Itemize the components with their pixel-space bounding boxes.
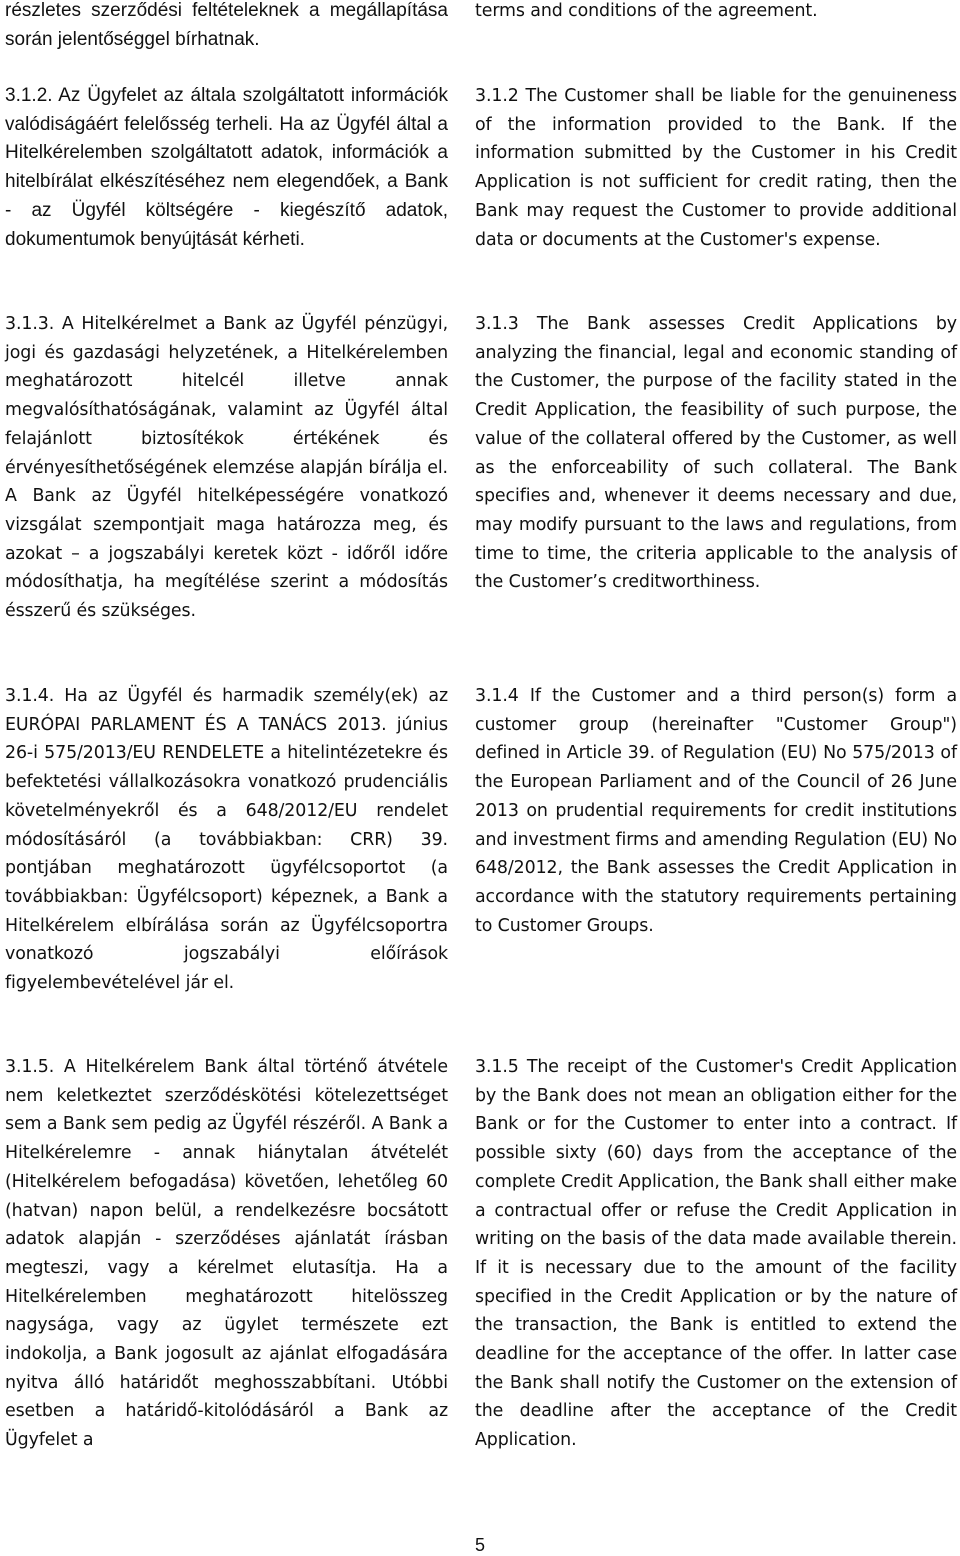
english-paragraph [475, 82, 957, 254]
paragraph-text: részletes szerződési feltételeknek a megállapítása során jelentőséggel bírhatnak. [5, 0, 448, 50]
paragraph-text: 3.1.2 The Customer shall be liable for the genuineness of the information provided to the Bank. If the information submitted by the Customer in his Credit Application is not sufficient for credit rating, then the Bank may request the Customer to provide additional data or documents at the Customer's expense. [475, 86, 957, 250]
hungarian-paragraph [5, 82, 448, 254]
hungarian-paragraph [5, 1053, 448, 1455]
english-paragraph [475, 682, 957, 940]
english-paragraph [475, 0, 957, 26]
english-paragraph [475, 310, 957, 597]
paragraph-text: 3.1.3. A Hitelkérelmet a Bank az Ügyfél pénzügyi, jogi és gazdasági helyzetének, a Hitelkérelemben meghatározott hitelcél illetve annak megvalósíthatóságának, valamint az Ügyfél által felajánlott biztosítékok értékének és érvényesíthetőségének elemzése alapján bírálja el. A Bank az Ügyfél hitelképességére vonatkozó vizsgálat szempontjait maga határozza meg, és azokat – a jogszabályi keretek közt - időről időre módosíthatja, ha megítélése szerint a módosítás ésszerű és szükséges. [5, 314, 448, 622]
paragraph-text: 3.1.3 The Bank assesses Credit Applications by analyzing the financial, legal and economic standing of the Customer, the purpose of the facility stated in the Credit Application, the feasibility of such purpose, the value of the collateral offered by the Customer, as well as the enforceability of such collateral. The Bank specifies and, whenever it deems necessary and due, may modify pursuant to the laws and regulations, from time to time, the criteria applicable to the analysis of the Customer’s creditworthiness. [475, 314, 957, 593]
paragraph-text: 3.1.5. A Hitelkérelem Bank által történő átvétele nem keletkeztet szerződéskötési kötelezettséget sem a Bank sem pedig az Ügyfél részéről. A Bank a Hitelkérelemre - annak hiánytalan átvételét (Hitelkérelem befogadása) követően, lehetőleg 60 (hatvan) napon belül, a rendelkezésre bocsátott adatok alapján - szerződéses ajánlatát írásban megteszi, vagy a kérelmet elutasítja. Ha a Hitelkérelemben meghatározott hitelösszeg nagysága, vagy az ügylet természete ezt indokolja, a Bank jogosult az ajánlat elfogadására nyitva álló határidőt meghosszabbítani. Utóbbi esetben a határidő-kitolódásáról a Bank az Ügyfelet a [5, 1057, 449, 1451]
english-paragraph [475, 1053, 957, 1455]
hungarian-paragraph [5, 310, 448, 626]
paragraph-text: 3.1.5 The receipt of the Customer's Credit Application by the Bank does not mean an obligation either for the Bank or for the Customer to enter into a contract. If possible sixty (60) days from the acceptance of the complete Credit Application, the Bank shall either make a contractual offer or refuse the Credit Application in writing on the basis of the data made available therein. If it is necessary due to the amount of the facility specified in the Credit Application or by the nature of the transaction, the Bank is entitled to extend the deadline for the acceptance of the offer. In latter case the Bank shall notify the Customer on the extension of the deadline after the acceptance of the Credit Application. [475, 1057, 957, 1451]
paragraph-text: 3.1.2. Az Ügyfelet az általa szolgáltatott információk valódiságáért felelősség terheli. Ha az Ügyfél által a Hitelkérelemben szolgáltatott adatok, információk a hitelbírálat elkészítéséhez nem elegendőek, a Bank - az Ügyfél költségére - kiegészítő adatok, dokumentumok benyújtását kérheti. [5, 85, 448, 250]
hungarian-paragraph [5, 682, 448, 998]
paragraph-text: terms and conditions of the agreement. [475, 1, 818, 21]
page-number: 5 [474, 1535, 485, 1555]
hungarian-paragraph [5, 0, 448, 54]
paragraph-text: 3.1.4 If the Customer and a third person(s) form a customer group (hereinafter "Customer Group") defined in Article 39. of Regulation (EU) No 575/2013 of the European Parliament and of the Council of 26 June 2013 on prudential requirements for credit institutions and investment firms and amending Regulation (EU) No 648/2012, the Bank assesses the Credit Application in accordance with the statutory requirements pertaining to Customer Groups. [475, 686, 957, 936]
paragraph-text: 3.1.4. Ha az Ügyfél és harmadik személy(ek) az EURÓPAI PARLAMENT ÉS A TANÁCS 2013. június 26-i 575/2013/EU RENDELETE a hitelintézetekre és befektetési vállalkozásokra vonatkozó prudenciális követelményekről és a 648/2012/EU rendelet módosításáról (a továbbiakban: CRR) 39. pontjában meghatározott ügyfélcsoportot (a továbbiakban: Ügyfélcsoport) képeznek, a Bank a Hitelkérelem elbírálása során az Ügyfélcsoportra vonatkozó jogszabályi előírások figyelembevételével jár el. [5, 686, 448, 994]
